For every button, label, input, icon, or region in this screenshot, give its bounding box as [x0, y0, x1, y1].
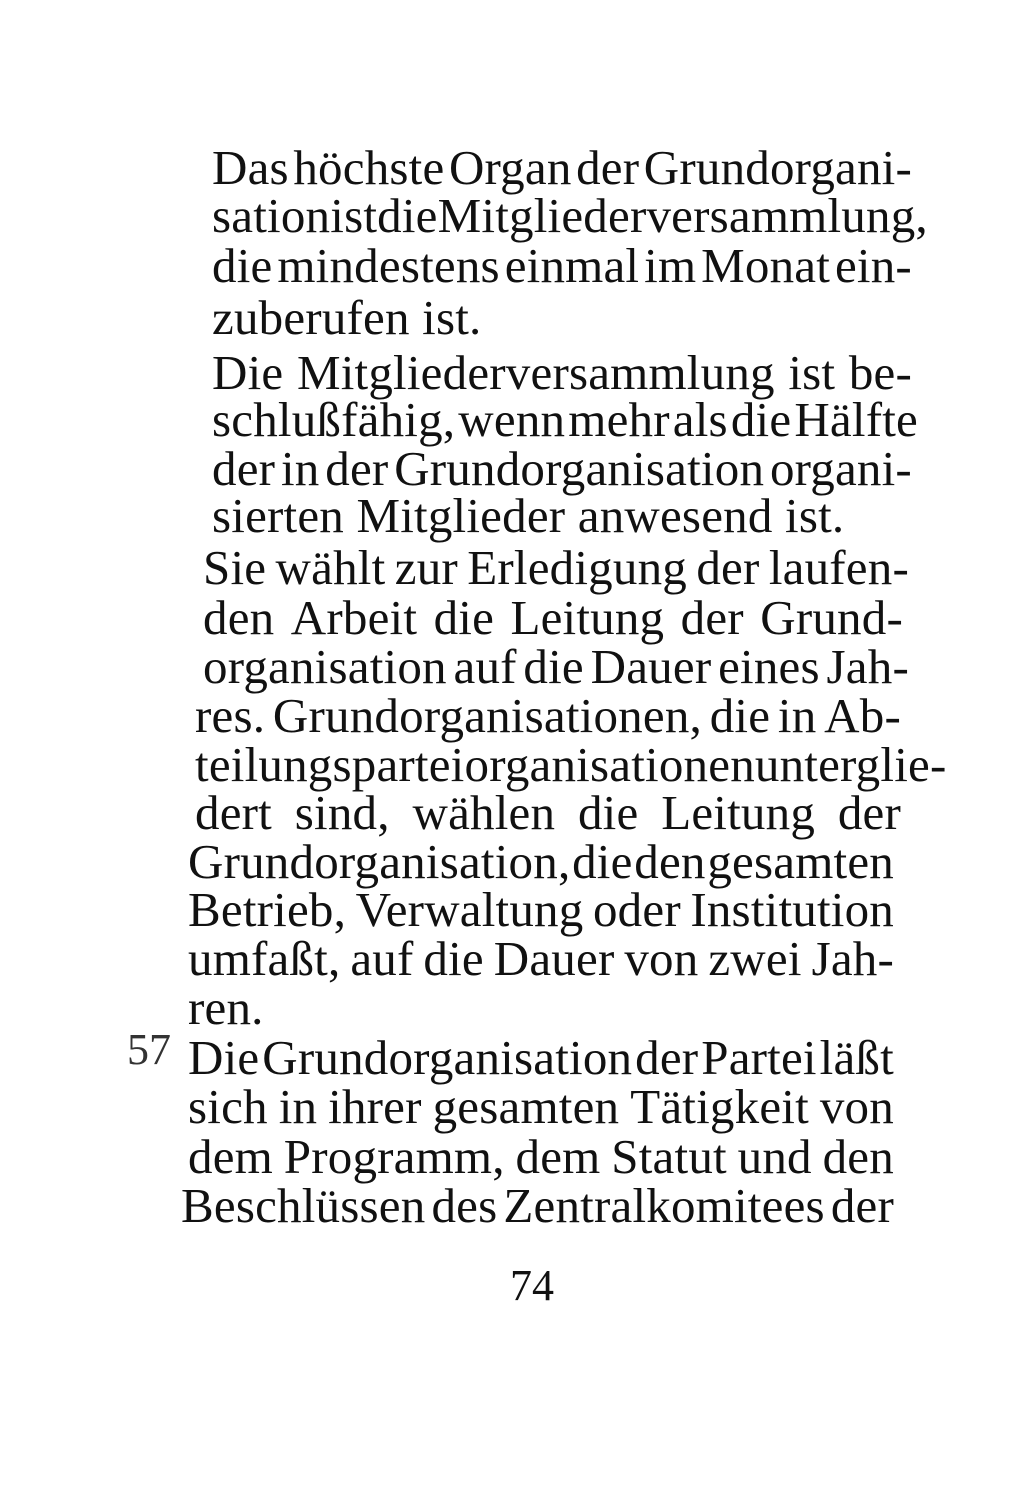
word: der — [830, 1178, 894, 1233]
word: läßt — [819, 1030, 894, 1085]
text-line — [188, 1129, 894, 1185]
word: wählen — [412, 785, 556, 840]
word: Grundorganisation — [262, 1030, 633, 1085]
word: gesamten — [707, 834, 894, 889]
word: Statut — [611, 1129, 727, 1184]
word: Grundorganisation, — [188, 834, 571, 889]
word: von — [819, 1079, 894, 1134]
word: Monat — [701, 238, 831, 293]
text-line: ren. — [188, 980, 264, 1035]
word: unterglie- — [754, 737, 947, 792]
text-line: zuberufen ist. — [212, 290, 482, 345]
text-line — [203, 540, 909, 596]
word: wenn — [458, 392, 566, 447]
word: ihrer — [328, 1079, 422, 1134]
text-line — [188, 1079, 894, 1135]
text-line — [188, 931, 894, 987]
word: der — [576, 140, 640, 195]
word: Organ — [448, 140, 572, 195]
word: einmal — [504, 238, 640, 293]
word: Tätigkeit — [630, 1079, 809, 1134]
word: die — [577, 785, 639, 840]
word: des — [431, 1178, 498, 1233]
word: der — [837, 785, 901, 840]
word: mehr — [568, 392, 670, 447]
word: Programm, — [283, 1129, 505, 1184]
word: die — [423, 931, 484, 986]
page-number: 74 — [510, 1261, 554, 1310]
word: der — [212, 441, 276, 496]
word: von — [624, 931, 699, 986]
word: die — [377, 188, 438, 243]
text-line — [203, 590, 903, 646]
word: den — [203, 590, 275, 645]
word: die — [212, 238, 273, 293]
word: schlußfähig, — [212, 392, 456, 447]
word: Jah- — [811, 931, 894, 986]
word: Arbeit — [290, 590, 418, 645]
text-line — [181, 1178, 894, 1234]
word: Jah- — [826, 639, 909, 694]
word: der — [680, 590, 744, 645]
word: Zentralkomitees — [503, 1178, 825, 1233]
word: sation — [212, 188, 331, 243]
text-line — [188, 882, 894, 938]
word: Grundorganisationen, — [272, 688, 702, 743]
word: Die — [188, 1030, 260, 1085]
word: höchste — [293, 140, 445, 195]
word: ist — [330, 188, 378, 243]
word: Dauer — [590, 639, 712, 694]
word: die — [730, 392, 792, 447]
word: res. — [195, 688, 266, 743]
word: in — [777, 688, 817, 743]
text-line — [212, 238, 912, 294]
word: teilungsparteiorganisationen — [195, 737, 755, 792]
word: Grundorgani- — [643, 140, 912, 195]
word: Dauer — [493, 931, 615, 986]
word: Sie — [203, 540, 267, 595]
word: organi- — [769, 441, 912, 496]
word: den — [822, 1129, 894, 1184]
word: umfaßt, — [188, 931, 341, 986]
word: Erledigung — [467, 540, 687, 595]
word: Mitgliederversammlung, — [437, 188, 928, 243]
word: organisation — [203, 639, 447, 694]
word: der — [696, 540, 760, 595]
text-line: sierten Mitglieder anwesend ist. — [212, 488, 845, 543]
word: Betrieb, — [188, 882, 347, 937]
word: zur — [394, 540, 458, 595]
word: mindestens — [277, 238, 500, 293]
word: Ab- — [824, 688, 901, 743]
word: sich — [188, 1079, 268, 1134]
word: ist — [788, 345, 836, 400]
word: gesamten — [432, 1079, 620, 1134]
word: laufen- — [768, 540, 909, 595]
word: auf — [350, 931, 414, 986]
word: als — [672, 392, 728, 447]
word: in — [278, 1079, 318, 1134]
word: Das — [212, 140, 289, 195]
word: auf — [453, 639, 517, 694]
paragraph-number: 57 — [127, 1025, 171, 1074]
text-line — [212, 392, 918, 448]
word: und — [737, 1129, 812, 1184]
word: Leitung — [510, 590, 665, 645]
word: die — [572, 834, 633, 889]
word: im — [644, 238, 697, 293]
word: Verwaltung — [355, 882, 584, 937]
text-line — [195, 688, 901, 744]
word: Die — [212, 345, 284, 400]
word: der — [325, 441, 389, 496]
word: Partei — [701, 1030, 817, 1085]
word: Beschlüssen — [181, 1178, 426, 1233]
word: sind, — [294, 785, 390, 840]
word: die — [709, 688, 771, 743]
word: dert — [195, 785, 272, 840]
word: ein- — [834, 238, 912, 293]
text-line — [212, 188, 928, 244]
word: Grundorganisation — [394, 441, 765, 496]
word: Hälfte — [794, 392, 918, 447]
word: der — [635, 1030, 699, 1085]
word: Leitung — [661, 785, 816, 840]
text-line — [203, 639, 909, 695]
word: dem — [515, 1129, 601, 1184]
word: dem — [188, 1129, 273, 1184]
word: be- — [848, 345, 912, 400]
word: Institution — [690, 882, 894, 937]
word: in — [280, 441, 320, 496]
word: zwei — [708, 931, 802, 986]
word: oder — [592, 882, 681, 937]
word: die — [433, 590, 495, 645]
word: Mitgliederversammlung — [296, 345, 775, 400]
text-line — [188, 1030, 894, 1086]
word: eines — [718, 639, 820, 694]
word: die — [523, 639, 584, 694]
word: wählt — [275, 540, 386, 595]
text-line — [195, 785, 901, 841]
word: Grund- — [760, 590, 903, 645]
word: den — [634, 834, 706, 889]
